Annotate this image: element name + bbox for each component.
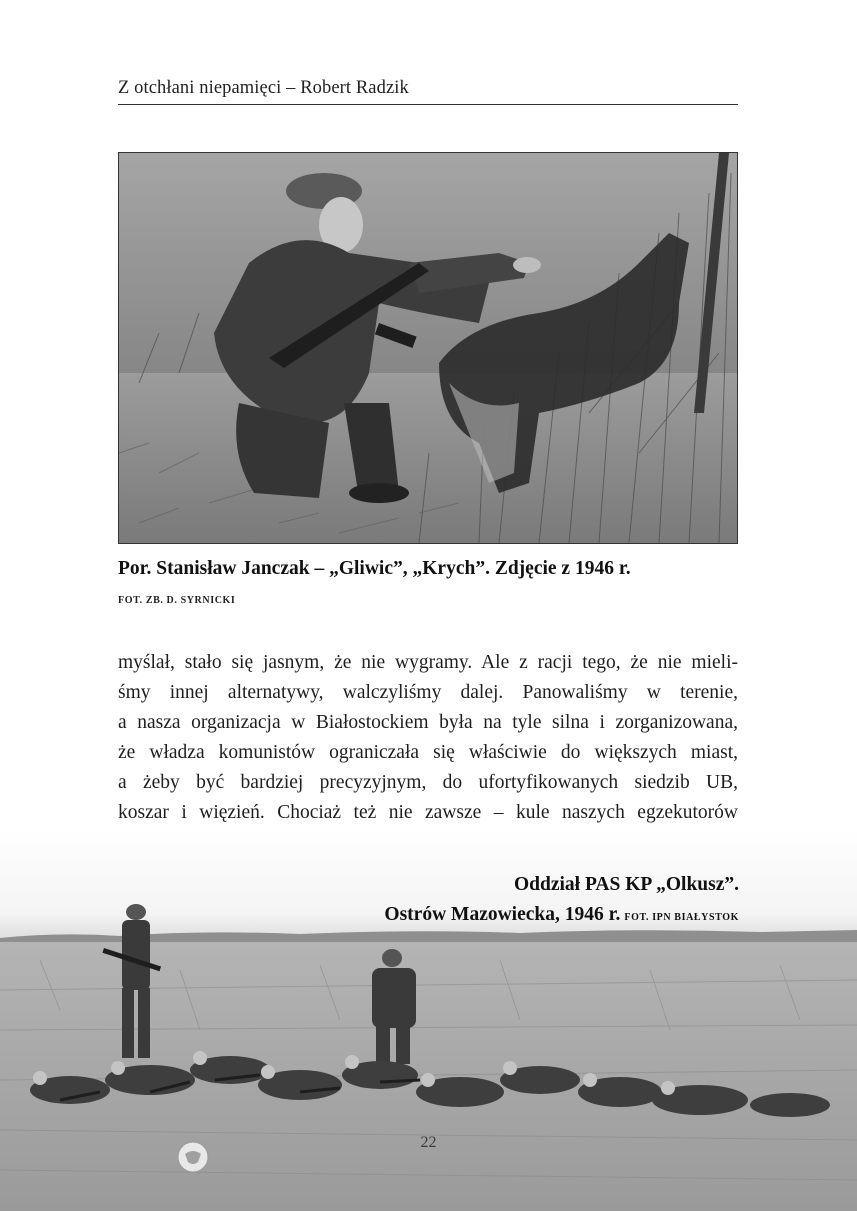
bottom-photo-credit: FOT. IPN BIAŁYSTOK — [624, 912, 739, 923]
header-rule — [118, 104, 738, 105]
bottom-photo-caption — [384, 870, 739, 930]
body-line: myślał, stało się jasnym, że nie wygramy. Ale z racji tego, że nie mieli- — [118, 652, 738, 673]
soldier-with-dog-photo — [119, 153, 737, 543]
body-paragraph — [118, 648, 738, 828]
body-line: koszar i więzień. Chociaż też nie zawsze – kule naszych egzekutorów — [118, 802, 738, 823]
bottom-caption-line2: Ostrów Mazowiecka, 1946 r. — [384, 904, 621, 925]
running-head: Z otchłani niepamięci – Robert Radzik — [118, 78, 409, 98]
body-line: że władza komunistów ograniczała się właściwie do większych miast, — [118, 742, 738, 763]
body-line: a nasza organizacja w Białostockiem była na tyle silna i zorganizowana, — [118, 712, 738, 733]
eagle-emblem-icon — [176, 1140, 210, 1174]
body-line: śmy innej alternatywy, walczyliśmy dalej. Panowaliśmy w terenie, — [118, 682, 738, 703]
body-line: a żeby być bardziej precyzyjnym, do ufortyfikowanych siedzib UB, — [118, 772, 738, 793]
bottom-caption-line1: Oddział PAS KP „Olkusz”. — [513, 874, 739, 895]
top-photograph — [118, 152, 738, 544]
top-photo-caption: Por. Stanisław Janczak – „Gliwic”, „Krych”. Zdjęcie z 1946 r. — [118, 558, 631, 579]
page-number: 22 — [420, 1134, 437, 1151]
top-photo-credit: FOT. ZB. D. SYRNICKI — [118, 595, 236, 606]
